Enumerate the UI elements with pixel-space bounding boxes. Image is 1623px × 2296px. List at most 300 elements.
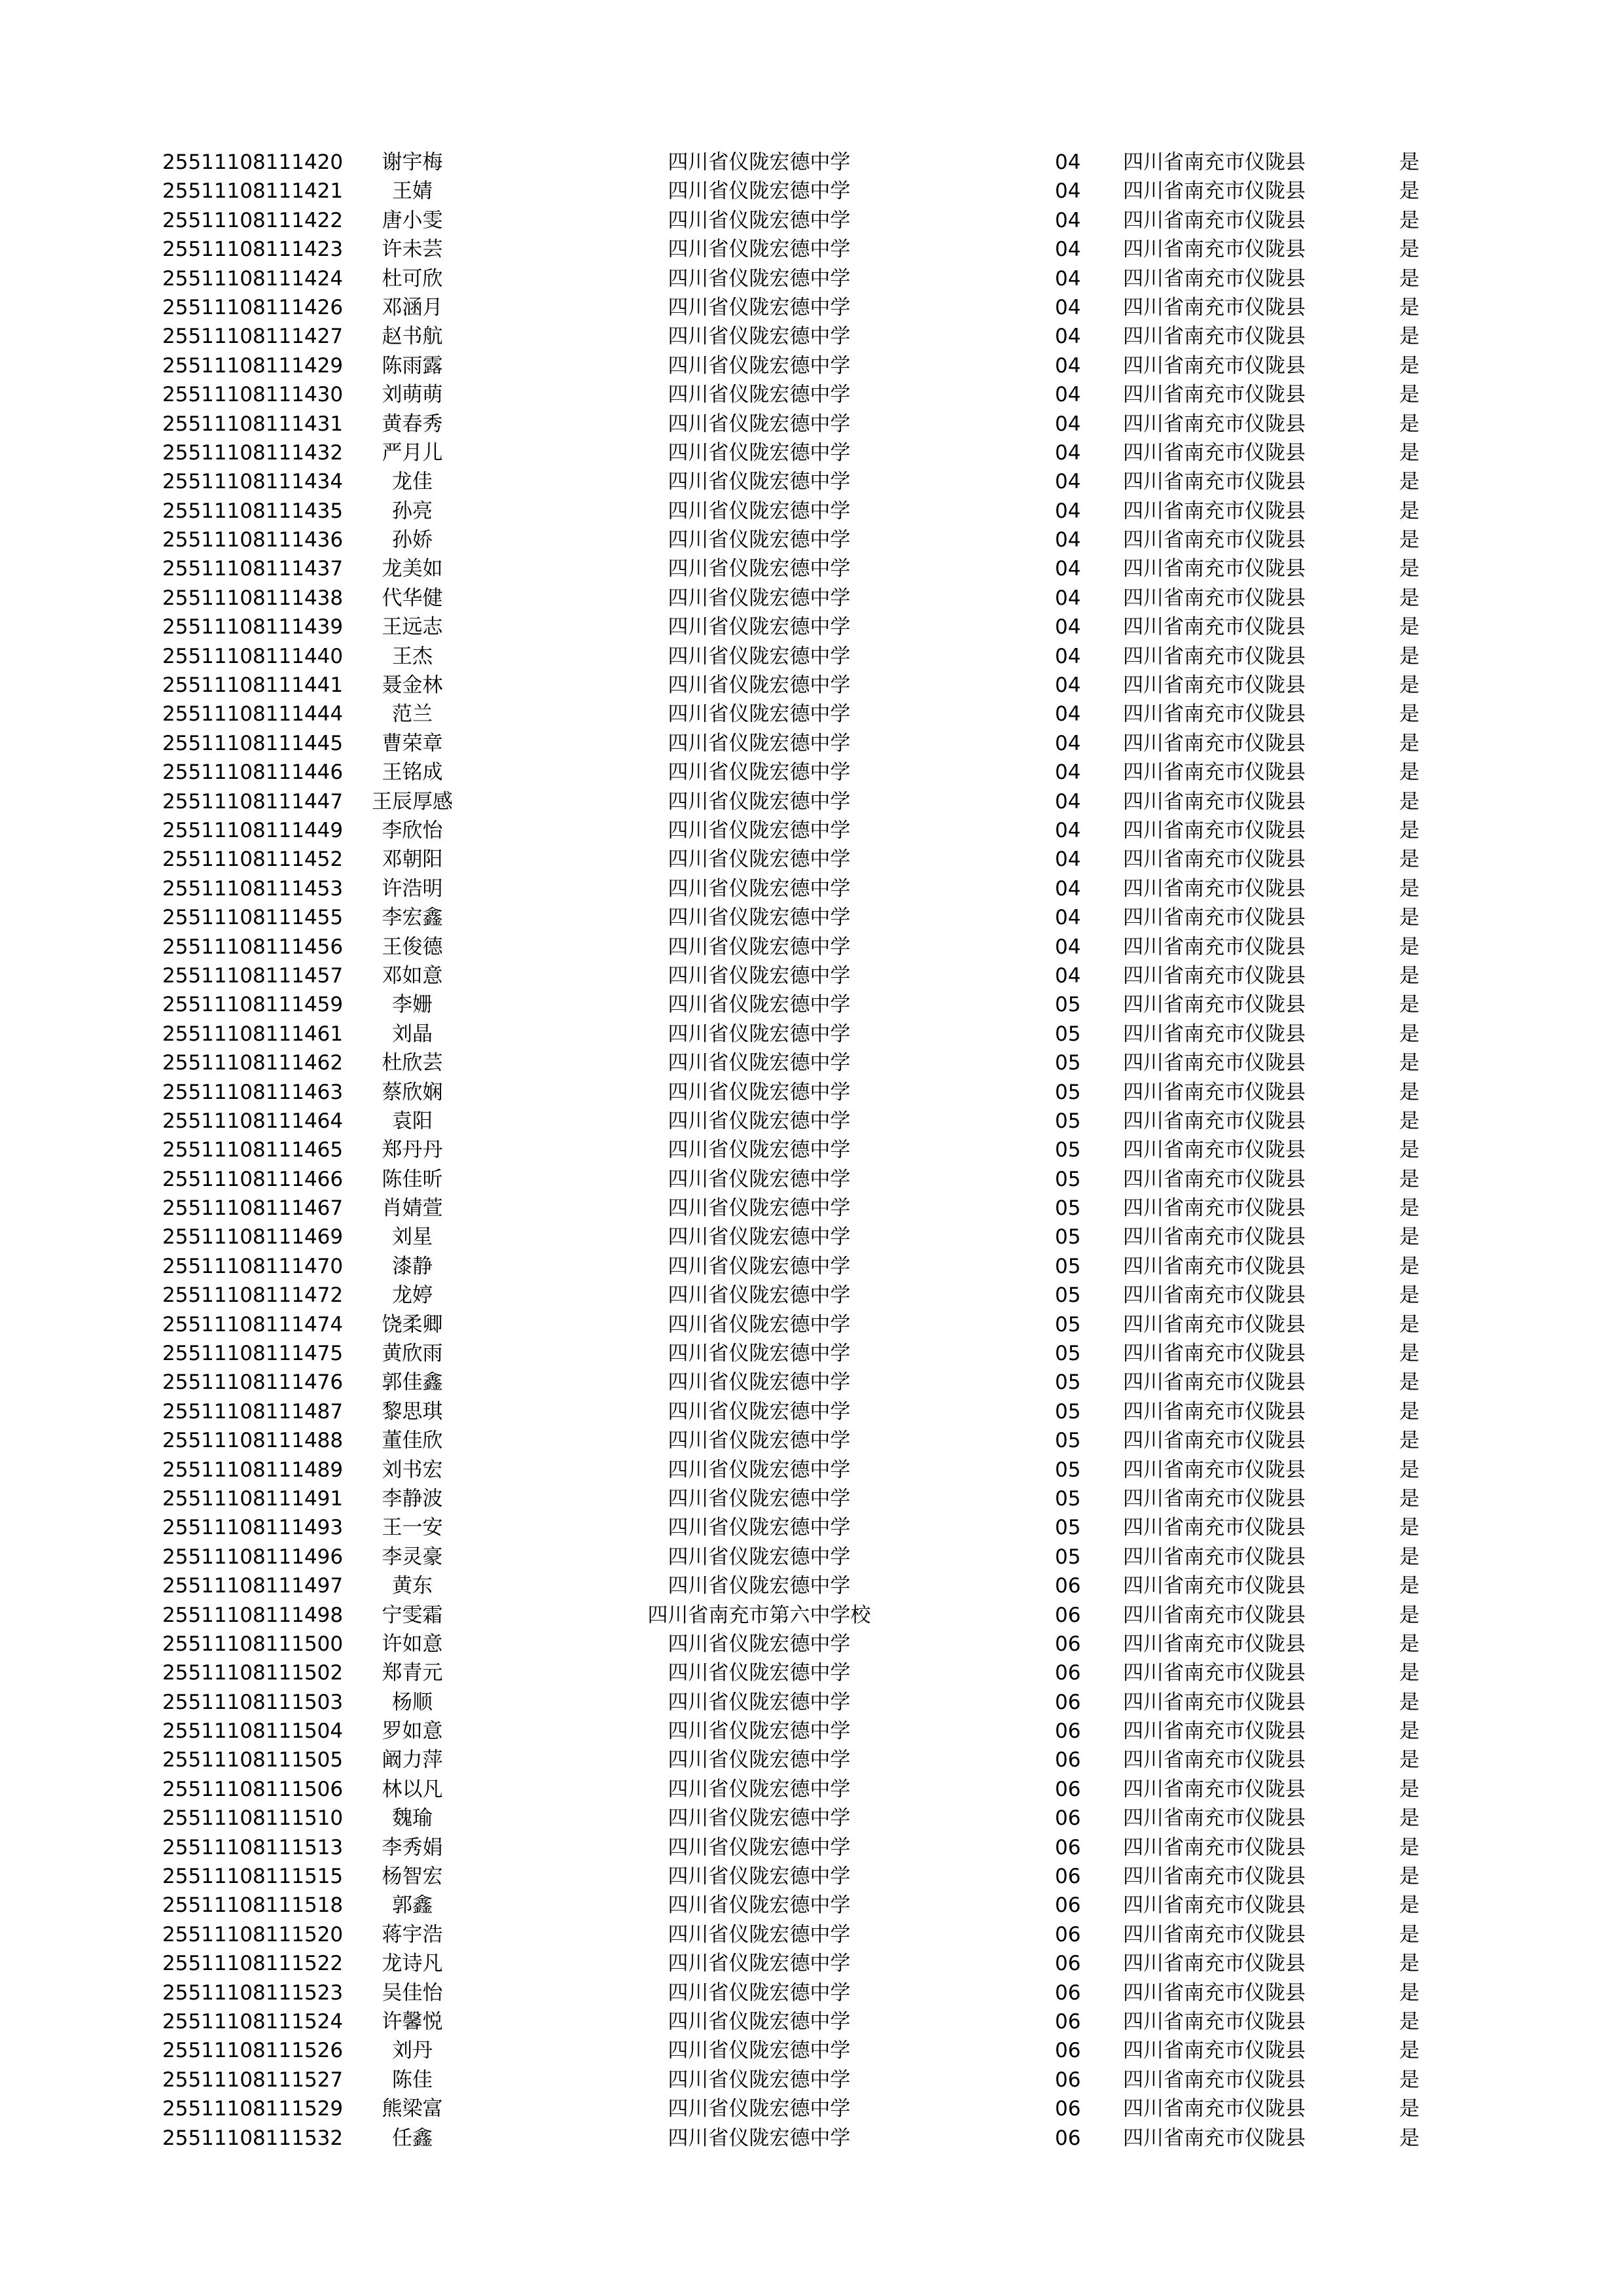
student-id-cell: 25511108111502 — [162, 1661, 344, 1685]
table-row — [0, 1020, 1623, 1049]
status-flag-cell: 是 — [1399, 586, 1419, 610]
student-name-cell: 杨顺 — [392, 1690, 433, 1714]
class-number-cell: 04 — [1055, 470, 1081, 494]
student-id-cell: 25511108111463 — [162, 1080, 344, 1104]
region-cell: 四川省南充市仪陇县 — [1123, 1981, 1306, 2005]
region-cell: 四川省南充市仪陇县 — [1123, 353, 1306, 378]
status-flag-cell: 是 — [1399, 1312, 1419, 1336]
school-cell: 四川省仪陇宏德中学 — [668, 1981, 851, 2005]
region-cell: 四川省南充市仪陇县 — [1123, 2097, 1306, 2121]
status-flag-cell: 是 — [1399, 935, 1419, 959]
student-id-cell: 25511108111523 — [162, 1981, 344, 2005]
student-id-cell: 25511108111440 — [162, 644, 344, 668]
region-cell: 四川省南充市仪陇县 — [1123, 383, 1306, 407]
table-row — [0, 700, 1623, 728]
class-number-cell: 05 — [1055, 1516, 1081, 1540]
table-row — [0, 1979, 1623, 2007]
status-flag-cell: 是 — [1399, 1254, 1419, 1278]
school-cell: 四川省仪陇宏德中学 — [668, 208, 851, 232]
class-number-cell: 05 — [1055, 993, 1081, 1017]
region-cell: 四川省南充市仪陇县 — [1123, 1167, 1306, 1191]
region-cell: 四川省南充市仪陇县 — [1123, 1922, 1306, 1946]
status-flag-cell: 是 — [1399, 325, 1419, 349]
status-flag-cell: 是 — [1399, 1632, 1419, 1656]
student-name-cell: 刘丹 — [392, 2039, 433, 2063]
status-flag-cell: 是 — [1399, 1022, 1419, 1046]
status-flag-cell: 是 — [1399, 2068, 1419, 2092]
table-row — [0, 990, 1623, 1019]
region-cell: 四川省南充市仪陇县 — [1123, 1603, 1306, 1627]
status-flag-cell: 是 — [1399, 1342, 1419, 1366]
student-name-cell: 李姗 — [392, 993, 433, 1017]
status-flag-cell: 是 — [1399, 1865, 1419, 1889]
status-flag-cell: 是 — [1399, 179, 1419, 204]
student-name-cell: 郭鑫 — [392, 1893, 433, 1918]
school-cell: 四川省仪陇宏德中学 — [668, 295, 851, 319]
table-row — [0, 1484, 1623, 1513]
student-id-cell: 25511108111445 — [162, 731, 344, 755]
student-name-cell: 严月儿 — [382, 440, 443, 465]
status-flag-cell: 是 — [1399, 383, 1419, 407]
region-cell: 四川省南充市仪陇县 — [1123, 1312, 1306, 1336]
student-id-cell: 25511108111420 — [162, 151, 344, 174]
student-id-cell: 25511108111441 — [162, 673, 344, 698]
student-name-cell: 杨智宏 — [382, 1865, 443, 1889]
school-cell: 四川省仪陇宏德中学 — [668, 1806, 851, 1831]
student-id-cell: 25511108111496 — [162, 1545, 344, 1569]
class-number-cell: 06 — [1055, 2010, 1081, 2034]
student-id-cell: 25511108111498 — [162, 1603, 344, 1627]
student-name-cell: 肖婧萱 — [382, 1196, 443, 1221]
table-row — [0, 264, 1623, 293]
status-flag-cell: 是 — [1399, 1167, 1419, 1191]
class-number-cell: 04 — [1055, 412, 1081, 436]
student-name-cell: 赵书航 — [382, 325, 443, 349]
region-cell: 四川省南充市仪陇县 — [1123, 1865, 1306, 1889]
region-cell: 四川省南充市仪陇县 — [1123, 499, 1306, 523]
status-flag-cell: 是 — [1399, 1777, 1419, 1801]
status-flag-cell: 是 — [1399, 789, 1419, 814]
region-cell: 四川省南充市仪陇县 — [1123, 1516, 1306, 1540]
student-id-cell: 25511108111435 — [162, 499, 344, 523]
student-name-cell: 漆静 — [392, 1254, 433, 1278]
student-name-cell: 王俊德 — [382, 935, 443, 959]
class-number-cell: 04 — [1055, 644, 1081, 668]
status-flag-cell: 是 — [1399, 1545, 1419, 1569]
school-cell: 四川省仪陇宏德中学 — [668, 470, 851, 494]
student-name-cell: 陈佳 — [392, 2068, 433, 2092]
table-row — [0, 1920, 1623, 1949]
status-flag-cell: 是 — [1399, 1080, 1419, 1104]
status-flag-cell: 是 — [1399, 848, 1419, 872]
status-flag-cell: 是 — [1399, 528, 1419, 552]
status-flag-cell: 是 — [1399, 1458, 1419, 1482]
student-id-cell: 25511108111504 — [162, 1719, 344, 1744]
student-id-cell: 25511108111500 — [162, 1632, 344, 1656]
student-id-cell: 25511108111439 — [162, 615, 344, 639]
school-cell: 四川省仪陇宏德中学 — [668, 673, 851, 698]
student-id-cell: 25511108111474 — [162, 1312, 344, 1336]
status-flag-cell: 是 — [1399, 1603, 1419, 1627]
status-flag-cell: 是 — [1399, 1748, 1419, 1772]
class-number-cell: 06 — [1055, 2126, 1081, 2150]
school-cell: 四川省仪陇宏德中学 — [668, 1632, 851, 1656]
school-cell: 四川省仪陇宏德中学 — [668, 1865, 851, 1889]
status-flag-cell: 是 — [1399, 1196, 1419, 1221]
school-cell: 四川省仪陇宏德中学 — [668, 1922, 851, 1946]
class-number-cell: 06 — [1055, 1632, 1081, 1656]
student-id-cell: 25511108111475 — [162, 1342, 344, 1366]
table-row — [0, 206, 1623, 235]
student-id-cell: 25511108111532 — [162, 2126, 344, 2150]
status-flag-cell: 是 — [1399, 1225, 1419, 1249]
status-flag-cell: 是 — [1399, 2097, 1419, 2121]
student-id-cell: 25511108111453 — [162, 876, 344, 901]
region-cell: 四川省南充市仪陇县 — [1123, 1748, 1306, 1772]
class-number-cell: 04 — [1055, 906, 1081, 930]
student-name-cell: 宁雯霜 — [382, 1603, 443, 1627]
status-flag-cell: 是 — [1399, 1516, 1419, 1540]
student-name-cell: 李灵豪 — [382, 1545, 443, 1569]
student-name-cell: 谢宇梅 — [382, 151, 443, 174]
region-cell: 四川省南充市仪陇县 — [1123, 151, 1306, 174]
table-row — [0, 410, 1623, 439]
table-row — [0, 1194, 1623, 1223]
table-row — [0, 1049, 1623, 1077]
region-cell: 四川省南充市仪陇县 — [1123, 238, 1306, 262]
school-cell: 四川省仪陇宏德中学 — [668, 1690, 851, 1714]
region-cell: 四川省南充市仪陇县 — [1123, 1661, 1306, 1685]
status-flag-cell: 是 — [1399, 1051, 1419, 1075]
student-name-cell: 郭佳鑫 — [382, 1371, 443, 1395]
school-cell: 四川省仪陇宏德中学 — [668, 993, 851, 1017]
region-cell: 四川省南充市仪陇县 — [1123, 761, 1306, 785]
student-name-cell: 陈雨露 — [382, 353, 443, 378]
school-cell: 四川省仪陇宏德中学 — [668, 353, 851, 378]
region-cell: 四川省南充市仪陇县 — [1123, 1283, 1306, 1308]
class-number-cell: 05 — [1055, 1138, 1081, 1162]
student-name-cell: 李宏鑫 — [382, 906, 443, 930]
class-number-cell: 05 — [1055, 1371, 1081, 1395]
student-id-cell: 25511108111510 — [162, 1806, 344, 1831]
school-cell: 四川省仪陇宏德中学 — [668, 1109, 851, 1133]
table-row — [0, 2124, 1623, 2153]
student-id-cell: 25511108111464 — [162, 1109, 344, 1133]
school-cell: 四川省仪陇宏德中学 — [668, 238, 851, 262]
status-flag-cell: 是 — [1399, 2126, 1419, 2150]
student-id-cell: 25511108111424 — [162, 266, 344, 291]
class-number-cell: 04 — [1055, 761, 1081, 785]
school-cell: 四川省仪陇宏德中学 — [668, 2126, 851, 2150]
class-number-cell: 04 — [1055, 673, 1081, 698]
class-number-cell: 04 — [1055, 353, 1081, 378]
table-row — [0, 380, 1623, 409]
region-cell: 四川省南充市仪陇县 — [1123, 789, 1306, 814]
student-name-cell: 王远志 — [382, 615, 443, 639]
region-cell: 四川省南充市仪陇县 — [1123, 1777, 1306, 1801]
student-name-cell: 许浩明 — [382, 876, 443, 901]
class-number-cell: 04 — [1055, 499, 1081, 523]
student-id-cell: 25511108111524 — [162, 2010, 344, 2034]
class-number-cell: 06 — [1055, 1806, 1081, 1831]
region-cell: 四川省南充市仪陇县 — [1123, 1399, 1306, 1424]
student-id-cell: 25511108111505 — [162, 1748, 344, 1772]
student-id-cell: 25511108111461 — [162, 1022, 344, 1046]
status-flag-cell: 是 — [1399, 1486, 1419, 1511]
region-cell: 四川省南充市仪陇县 — [1123, 1806, 1306, 1831]
student-name-cell: 郑丹丹 — [382, 1138, 443, 1162]
student-name-cell: 孙娇 — [392, 528, 433, 552]
region-cell: 四川省南充市仪陇县 — [1123, 1632, 1306, 1656]
class-number-cell: 05 — [1055, 1545, 1081, 1569]
student-id-cell: 25511108111466 — [162, 1167, 344, 1191]
school-cell: 四川省南充市第六中学校 — [647, 1603, 871, 1627]
student-name-cell: 邓如意 — [382, 963, 443, 988]
student-id-cell: 25511108111427 — [162, 325, 344, 349]
table-row — [0, 816, 1623, 845]
student-name-cell: 李秀娟 — [382, 1835, 443, 1859]
status-flag-cell: 是 — [1399, 761, 1419, 785]
table-row — [0, 497, 1623, 526]
class-number-cell: 04 — [1055, 179, 1081, 204]
school-cell: 四川省仪陇宏德中学 — [668, 2068, 851, 2092]
region-cell: 四川省南充市仪陇县 — [1123, 1080, 1306, 1104]
class-number-cell: 04 — [1055, 818, 1081, 842]
class-number-cell: 06 — [1055, 1777, 1081, 1801]
student-id-cell: 25511108111426 — [162, 295, 344, 319]
class-number-cell: 05 — [1055, 1399, 1081, 1424]
region-cell: 四川省南充市仪陇县 — [1123, 1196, 1306, 1221]
table-row — [0, 1804, 1623, 1833]
student-id-cell: 25511108111455 — [162, 906, 344, 930]
region-cell: 四川省南充市仪陇县 — [1123, 818, 1306, 842]
student-id-cell: 25511108111469 — [162, 1225, 344, 1249]
school-cell: 四川省仪陇宏德中学 — [668, 1342, 851, 1366]
student-name-cell: 杜欣芸 — [382, 1051, 443, 1075]
region-cell: 四川省南充市仪陇县 — [1123, 731, 1306, 755]
student-id-cell: 25511108111520 — [162, 1922, 344, 1946]
student-name-cell: 蔡欣娴 — [382, 1080, 443, 1104]
student-name-cell: 董佳欣 — [382, 1429, 443, 1453]
school-cell: 四川省仪陇宏德中学 — [668, 1429, 851, 1453]
table-row — [0, 2094, 1623, 2123]
class-number-cell: 06 — [1055, 1719, 1081, 1744]
class-number-cell: 04 — [1055, 848, 1081, 872]
student-id-cell: 25511108111518 — [162, 1893, 344, 1918]
status-flag-cell: 是 — [1399, 1574, 1419, 1598]
table-row — [0, 1165, 1623, 1194]
region-cell: 四川省南充市仪陇县 — [1123, 2126, 1306, 2150]
class-number-cell: 06 — [1055, 1748, 1081, 1772]
student-id-cell: 25511108111476 — [162, 1371, 344, 1395]
class-number-cell: 04 — [1055, 702, 1081, 726]
table-row — [0, 1717, 1623, 1746]
class-number-cell: 04 — [1055, 440, 1081, 465]
student-name-cell: 罗如意 — [382, 1719, 443, 1744]
region-cell: 四川省南充市仪陇县 — [1123, 440, 1306, 465]
school-cell: 四川省仪陇宏德中学 — [668, 1080, 851, 1104]
status-flag-cell: 是 — [1399, 1429, 1419, 1453]
table-row — [0, 467, 1623, 496]
class-number-cell: 06 — [1055, 1690, 1081, 1714]
school-cell: 四川省仪陇宏德中学 — [668, 1022, 851, 1046]
status-flag-cell: 是 — [1399, 2010, 1419, 2034]
class-number-cell: 06 — [1055, 1661, 1081, 1685]
status-flag-cell: 是 — [1399, 1835, 1419, 1859]
school-cell: 四川省仪陇宏德中学 — [668, 1719, 851, 1744]
status-flag-cell: 是 — [1399, 876, 1419, 901]
table-row — [0, 1456, 1623, 1484]
student-id-cell: 25511108111470 — [162, 1254, 344, 1278]
school-cell: 四川省仪陇宏德中学 — [668, 1574, 851, 1598]
student-id-cell: 25511108111488 — [162, 1429, 344, 1453]
class-number-cell: 05 — [1055, 1312, 1081, 1336]
status-flag-cell: 是 — [1399, 731, 1419, 755]
table-row — [0, 729, 1623, 758]
table-row — [0, 758, 1623, 787]
class-number-cell: 05 — [1055, 1196, 1081, 1221]
student-name-cell: 吴佳怡 — [382, 1981, 443, 2005]
student-name-cell: 郑青元 — [382, 1661, 443, 1685]
school-cell: 四川省仪陇宏德中学 — [668, 1399, 851, 1424]
student-name-cell: 陈佳昕 — [382, 1167, 443, 1191]
class-number-cell: 05 — [1055, 1254, 1081, 1278]
student-id-cell: 25511108111437 — [162, 557, 344, 581]
status-flag-cell: 是 — [1399, 557, 1419, 581]
table-row — [0, 2066, 1623, 2094]
student-id-cell: 25511108111422 — [162, 208, 344, 232]
table-row — [0, 1426, 1623, 1455]
table-row — [0, 1543, 1623, 1571]
student-id-cell: 25511108111493 — [162, 1516, 344, 1540]
student-id-cell: 25511108111506 — [162, 1777, 344, 1801]
table-row — [0, 148, 1623, 177]
region-cell: 四川省南充市仪陇县 — [1123, 1719, 1306, 1744]
region-cell: 四川省南充市仪陇县 — [1123, 1835, 1306, 1859]
school-cell: 四川省仪陇宏德中学 — [668, 2039, 851, 2063]
table-row — [0, 961, 1623, 990]
school-cell: 四川省仪陇宏德中学 — [668, 1952, 851, 1976]
class-number-cell: 06 — [1055, 2097, 1081, 2121]
class-number-cell: 04 — [1055, 266, 1081, 291]
region-cell: 四川省南充市仪陇县 — [1123, 963, 1306, 988]
school-cell: 四川省仪陇宏德中学 — [668, 151, 851, 174]
student-name-cell: 刘星 — [392, 1225, 433, 1249]
student-id-cell: 25511108111465 — [162, 1138, 344, 1162]
status-flag-cell: 是 — [1399, 963, 1419, 988]
school-cell: 四川省仪陇宏德中学 — [668, 644, 851, 668]
table-row — [0, 874, 1623, 903]
school-cell: 四川省仪陇宏德中学 — [668, 731, 851, 755]
region-cell: 四川省南充市仪陇县 — [1123, 412, 1306, 436]
table-row — [0, 1775, 1623, 1804]
class-number-cell: 05 — [1055, 1051, 1081, 1075]
student-id-cell: 25511108111527 — [162, 2068, 344, 2092]
table-row — [0, 1833, 1623, 1862]
student-name-cell: 饶柔卿 — [382, 1312, 443, 1336]
table-row — [0, 177, 1623, 206]
region-cell: 四川省南充市仪陇县 — [1123, 1371, 1306, 1395]
student-id-cell: 25511108111515 — [162, 1865, 344, 1889]
class-number-cell: 05 — [1055, 1429, 1081, 1453]
student-id-cell: 25511108111421 — [162, 179, 344, 204]
school-cell: 四川省仪陇宏德中学 — [668, 848, 851, 872]
student-name-cell: 唐小雯 — [382, 208, 443, 232]
table-row — [0, 1746, 1623, 1774]
status-flag-cell: 是 — [1399, 818, 1419, 842]
class-number-cell: 06 — [1055, 1603, 1081, 1627]
school-cell: 四川省仪陇宏德中学 — [668, 1458, 851, 1482]
region-cell: 四川省南充市仪陇县 — [1123, 557, 1306, 581]
region-cell: 四川省南充市仪陇县 — [1123, 1429, 1306, 1453]
region-cell: 四川省南充市仪陇县 — [1123, 993, 1306, 1017]
region-cell: 四川省南充市仪陇县 — [1123, 1109, 1306, 1133]
student-id-cell: 25511108111497 — [162, 1574, 344, 1598]
school-cell: 四川省仪陇宏德中学 — [668, 876, 851, 901]
region-cell: 四川省南充市仪陇县 — [1123, 1138, 1306, 1162]
school-cell: 四川省仪陇宏德中学 — [668, 440, 851, 465]
table-row — [0, 1630, 1623, 1659]
class-number-cell: 05 — [1055, 1225, 1081, 1249]
school-cell: 四川省仪陇宏德中学 — [668, 586, 851, 610]
student-name-cell: 王杰 — [392, 644, 433, 668]
student-id-cell: 25511108111456 — [162, 935, 344, 959]
region-cell: 四川省南充市仪陇县 — [1123, 644, 1306, 668]
table-row — [0, 1949, 1623, 1978]
region-cell: 四川省南充市仪陇县 — [1123, 1458, 1306, 1482]
student-name-cell: 邓涵月 — [382, 295, 443, 319]
region-cell: 四川省南充市仪陇县 — [1123, 615, 1306, 639]
table-row — [0, 235, 1623, 264]
status-flag-cell: 是 — [1399, 1893, 1419, 1918]
school-cell: 四川省仪陇宏德中学 — [668, 2010, 851, 2034]
student-name-cell: 许未芸 — [382, 238, 443, 262]
student-id-cell: 25511108111462 — [162, 1051, 344, 1075]
student-id-cell: 25511108111472 — [162, 1283, 344, 1308]
status-flag-cell: 是 — [1399, 238, 1419, 262]
student-name-cell: 王铭成 — [382, 761, 443, 785]
student-id-cell: 25511108111447 — [162, 789, 344, 814]
region-cell: 四川省南充市仪陇县 — [1123, 1254, 1306, 1278]
student-id-cell: 25511108111434 — [162, 470, 344, 494]
table-row — [0, 1513, 1623, 1542]
school-cell: 四川省仪陇宏德中学 — [668, 528, 851, 552]
student-name-cell: 黄春秀 — [382, 412, 443, 436]
class-number-cell: 05 — [1055, 1109, 1081, 1133]
table-row — [0, 1252, 1623, 1281]
student-name-cell: 代华健 — [382, 586, 443, 610]
school-cell: 四川省仪陇宏德中学 — [668, 1661, 851, 1685]
school-cell: 四川省仪陇宏德中学 — [668, 1516, 851, 1540]
class-number-cell: 05 — [1055, 1283, 1081, 1308]
status-flag-cell: 是 — [1399, 644, 1419, 668]
student-name-cell: 魏瑜 — [392, 1806, 433, 1831]
table-row — [0, 1078, 1623, 1107]
student-id-cell: 25511108111432 — [162, 440, 344, 465]
status-flag-cell: 是 — [1399, 1690, 1419, 1714]
region-cell: 四川省南充市仪陇县 — [1123, 906, 1306, 930]
school-cell: 四川省仪陇宏德中学 — [668, 1196, 851, 1221]
region-cell: 四川省南充市仪陇县 — [1123, 208, 1306, 232]
region-cell: 四川省南充市仪陇县 — [1123, 1574, 1306, 1598]
student-name-cell: 龙婷 — [392, 1283, 433, 1308]
status-flag-cell: 是 — [1399, 1109, 1419, 1133]
student-name-cell: 许如意 — [382, 1632, 443, 1656]
school-cell: 四川省仪陇宏德中学 — [668, 1777, 851, 1801]
region-cell: 四川省南充市仪陇县 — [1123, 876, 1306, 901]
school-cell: 四川省仪陇宏德中学 — [668, 2097, 851, 2121]
school-cell: 四川省仪陇宏德中学 — [668, 1051, 851, 1075]
